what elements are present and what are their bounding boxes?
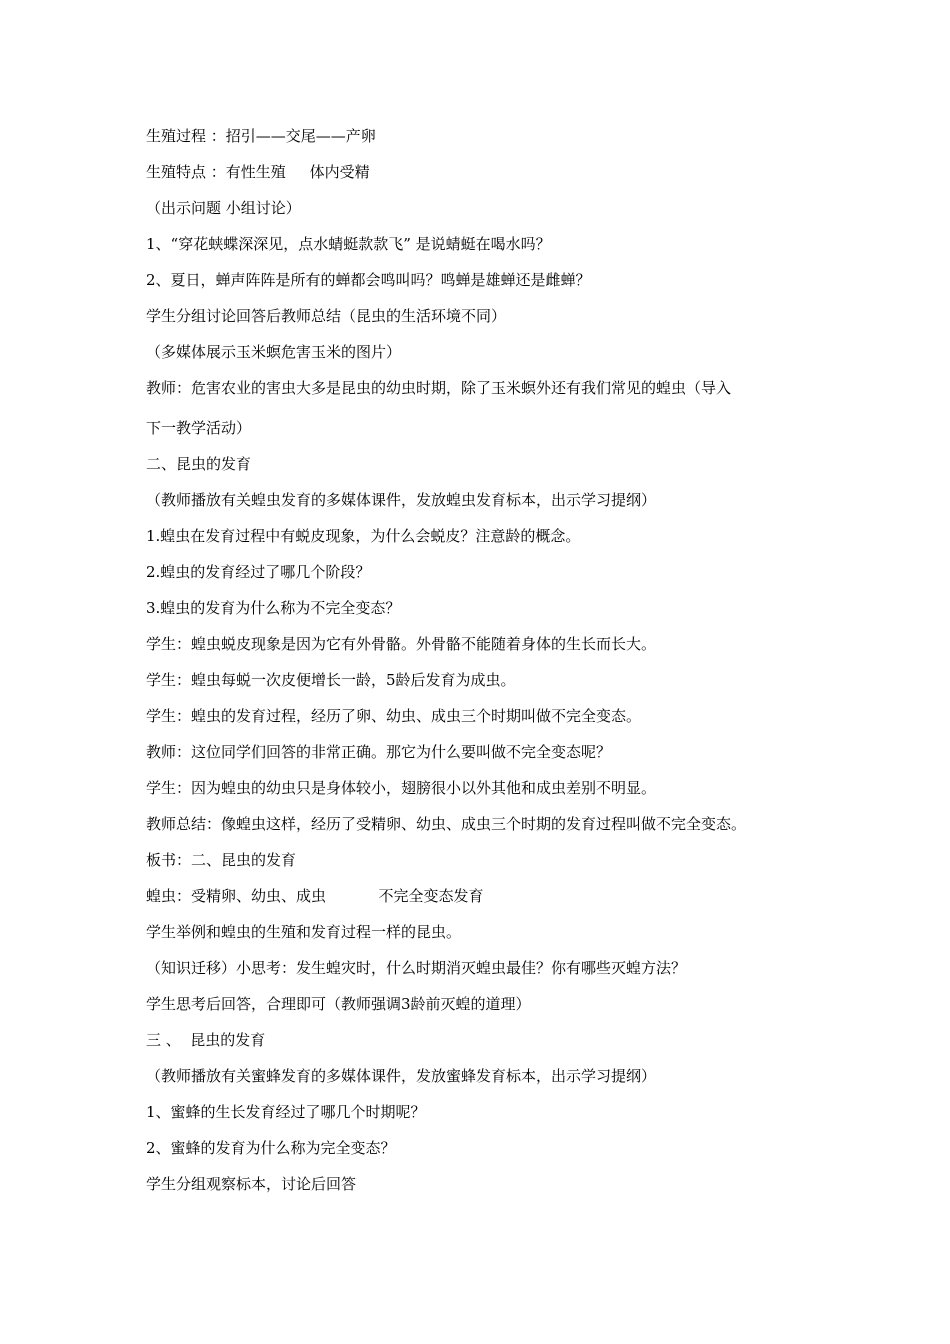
text-line-locust-q3: 3.蝗虫的发育为什么称为不完全变态？: [146, 599, 401, 617]
text-line-bee-q1: 1、蜜蜂的生长发育经过了哪几个时期呢？: [146, 1103, 426, 1121]
text-line-question-1: 1、“穿花蛱蝶深深见，点水蜻蜓款款飞” 是说蜻蜓在喝水吗？: [146, 235, 551, 253]
section-heading-development: 二、昆虫的发育: [146, 455, 252, 473]
section-heading-development-3: 三 、 昆虫的发育: [146, 1031, 266, 1049]
text-line-locust-multimedia: （教师播放有关蝗虫发育的多媒体课件，发放蝗虫发育标本，出示学习提纲）: [146, 491, 657, 509]
text-line-reproduction-process: 生殖过程 ：招引——交尾——产卵: [146, 127, 376, 145]
text-line-student-answer-2: 学生：蝗虫每蜕一次皮便增长一龄，5龄后发育为成虫。: [146, 671, 516, 689]
text-line-multimedia-note: （多媒体展示玉米螟危害玉米的图片）: [146, 343, 402, 361]
text-line-question-prompt: （出示问题 小组讨论）: [146, 199, 301, 217]
text-line-student-observation: 学生分组观察标本，讨论后回答: [146, 1175, 357, 1193]
text-line-student-answer-4: 学生：因为蝗虫的幼虫只是身体较小，翅膀很小以外其他和成虫差别不明显。: [146, 779, 657, 797]
text-line-bee-q2: 2、蜜蜂的发育为什么称为完全变态？: [146, 1139, 396, 1157]
text-line-locust-q2: 2.蝗虫的发育经过了哪几个阶段？: [146, 563, 371, 581]
text-line-board-heading: 板书：二、昆虫的发育: [146, 851, 297, 869]
text-line-student-answer-3: 学生：蝗虫的发育过程，经历了卵、幼虫、成虫三个时期叫做不完全变态。: [146, 707, 642, 725]
text-line-bee-multimedia: （教师播放有关蜜蜂发育的多媒体课件，发放蜜蜂发育标本，出示学习提纲）: [146, 1067, 657, 1085]
text-line-locust-q1: 1.蝗虫在发育过程中有蜕皮现象，为什么会蜕皮？注意龄的概念。: [146, 527, 581, 545]
text-line-teacher-response: 教师：这位同学们回答的非常正确。那它为什么要叫做不完全变态呢？: [146, 743, 612, 761]
text-line-student-answer-1: 学生：蝗虫蜕皮现象是因为它有外骨骼。外骨骼不能随着身体的生长而长大。: [146, 635, 657, 653]
text-line-teacher-summary: 教师总结：像蝗虫这样，经历了受精卵、幼虫、成虫三个时期的发育过程叫做不完全变态。: [146, 815, 747, 833]
text-line-student-examples: 学生举例和蝗虫的生殖和发育过程一样的昆虫。: [146, 923, 462, 941]
text-line-teacher-intro-cont: 下一教学活动）: [146, 419, 252, 437]
text-line-board-locust: 蝗虫：受精卵、幼虫、成虫 不完全变态发育: [146, 887, 484, 905]
text-line-student-thinking: 学生思考后回答，合理即可（教师强调3龄前灭蝗的道理）: [146, 995, 531, 1013]
text-line-question-2: 2、夏日，蝉声阵阵是所有的蝉都会鸣叫吗？鸣蝉是雄蝉还是雌蝉？: [146, 271, 591, 289]
text-line-teacher-intro: 教师：危害农业的害虫大多是昆虫的幼虫时期，除了玉米螟外还有我们常见的蝗虫（导入: [146, 379, 732, 397]
text-line-discussion-summary: 学生分组讨论回答后教师总结（昆虫的生活环境不同）: [146, 307, 507, 325]
text-line-knowledge-transfer: （知识迁移）小思考：发生蝗灾时，什么时期消灭蝗虫最佳？你有哪些灭蝗方法？: [146, 959, 687, 977]
text-line-reproduction-traits: 生殖特点 ：有性生殖 体内受精: [146, 163, 370, 181]
